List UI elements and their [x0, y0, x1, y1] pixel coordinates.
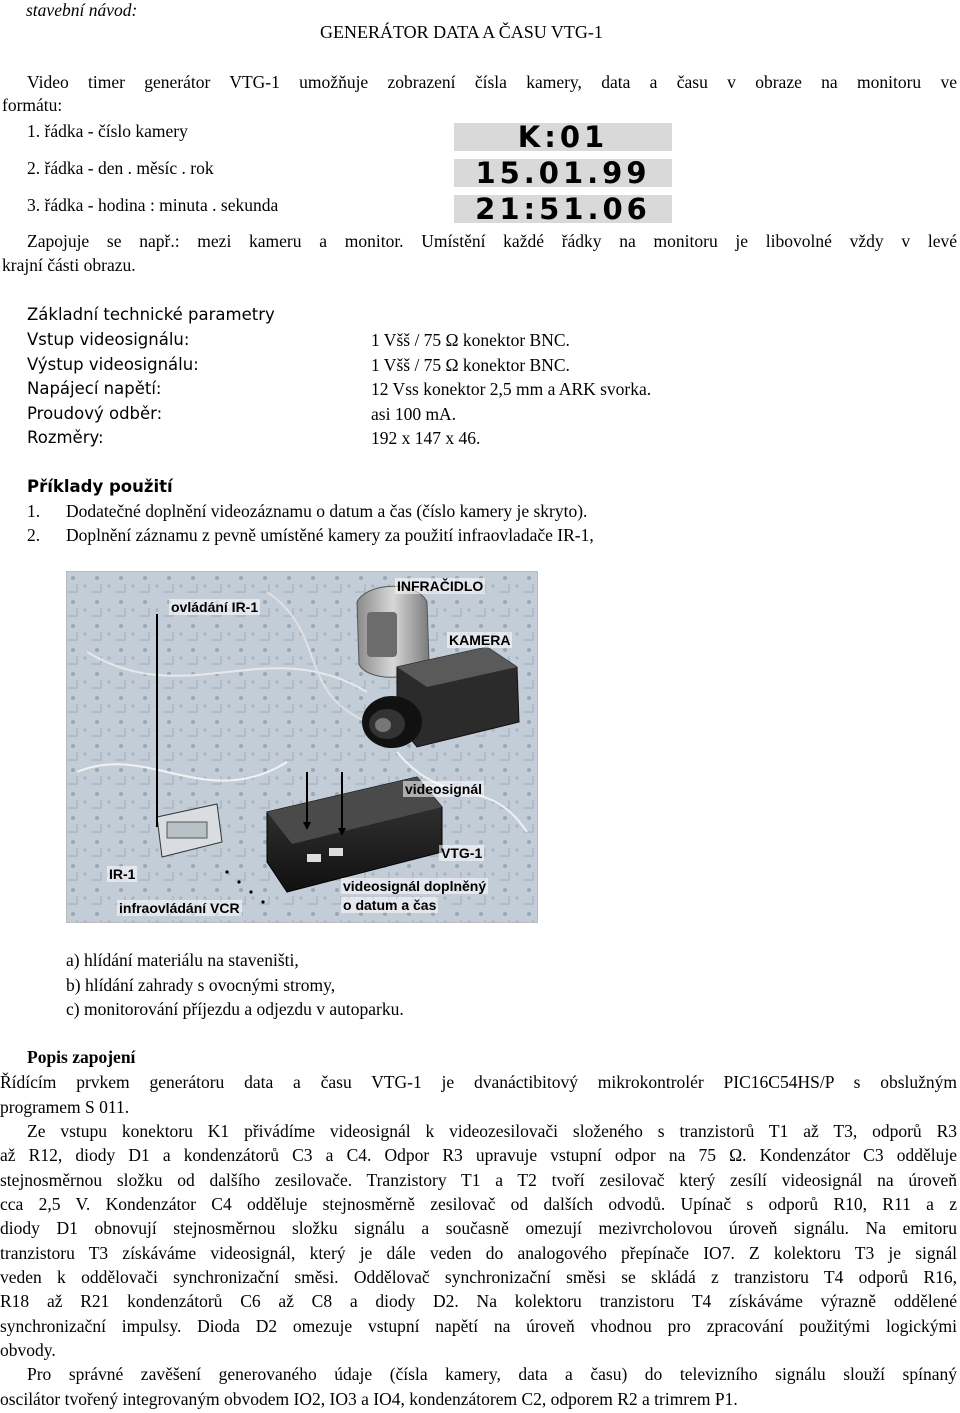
param-name: Napájecí napětí: [27, 379, 162, 398]
intro-line-2: formátu: [2, 95, 63, 115]
description-line: programem S 011. [0, 1097, 130, 1117]
param-value: 1 Všš / 75 Ω konektor BNC. [371, 330, 570, 350]
use-item: a) hlídání materiálu na staveništi, [66, 950, 299, 970]
description-line: Ze vstupu konektoru K1 přivádíme videosignál k videozesilovači složeného s tranzistorů T1 až T3, odporů R3 [27, 1121, 957, 1141]
example-number: 2. [27, 525, 41, 545]
intro-line-1: Video timer generátor VTG-1 umožňuje zobrazení čísla kamery, data a času v obraze na monitoru ve [27, 72, 957, 92]
label-infracidlo: INFRAČIDLO [397, 578, 484, 594]
use-item: b) hlídání zahrady s ovocnými stromy, [66, 975, 336, 995]
display-time: 21:51.06 [454, 195, 672, 223]
use-item: c) monitorování příjezdu a odjezdu v autoparku. [66, 999, 404, 1019]
example-text: Dodatečné doplnění videozáznamu o datum a čas (číslo kamery je skryto). [66, 501, 588, 521]
description-line: stejnosměrnou složku od dalšího zesilovače. Tranzistory T1 a T2 tvoří zesilovač který zesílí videosignál na úroveň [0, 1170, 957, 1190]
param-name: Vstup videosignálu: [27, 330, 190, 349]
params-heading: Základní technické parametry [27, 305, 275, 324]
label-kamera: KAMERA [449, 632, 511, 648]
connect-line-2: krajní části obrazu. [2, 255, 136, 275]
row-label-1: 1. řádka - číslo kamery [27, 121, 188, 141]
param-value: 12 Vss konektor 2,5 mm a ARK svorka. [371, 379, 652, 399]
description-line: cca 2,5 V. Kondenzátor C4 odděluje stejnosměrně zesilovač od dalších odvodů. Upínač s odporů R10, R11 a z [0, 1194, 957, 1214]
label-vtg1: VTG-1 [441, 845, 483, 861]
description-line: R18 až R21 kondenzátorů C6 až C8 a diody D2. Na kolektoru tranzistoru T4 získáváme výrazně oddělené [0, 1291, 957, 1311]
label-videosignal-doplneny: videosignál doplněný [343, 878, 487, 894]
row-label-2: 2. řádka - den . měsíc . rok [27, 158, 214, 178]
label-o-datum: o datum a čas [343, 897, 437, 913]
setup-illustration [67, 572, 537, 922]
connect-line-1: Zapojuje se např.: mezi kameru a monitor. Umístění každé řádky na monitoru je libovolné vždy v levé [27, 231, 957, 251]
description-line: diody D1 obnovují stejnosměrnou složku signálu a současně omezují mezivrcholovou úroveň signálu. Na emitoru [0, 1218, 957, 1238]
description-line: synchronizační impulsy. Dioda D2 omezuje vstupní napětí na úroveň vhodnou pro zpracování použitými logickými [0, 1316, 957, 1336]
description-line: až R12, diody D1 a kondenzátorů C3 a C4. Odpor R3 upravuje vstupní odpor na 75 Ω. Kondenzátor C3 odděluje [0, 1145, 957, 1165]
example-text: Doplnění záznamu z pevně umístěné kamery za použití infraovladače IR-1, [66, 525, 594, 545]
label-videosignal: videosignál [405, 781, 483, 797]
param-name: Proudový odběr: [27, 404, 163, 423]
document-title: GENERÁTOR DATA A ČASU VTG-1 [320, 22, 603, 42]
param-name: Výstup videosignálu: [27, 355, 199, 374]
description-line: obvody. [0, 1340, 56, 1360]
label-ovladani: ovládání IR-1 [171, 599, 259, 615]
description-line: Řídícím prvkem generátoru data a času VTG-1 je dvanáctibitový mikrokontrolér PIC16C54HS/P s obslužným [0, 1072, 957, 1092]
label-ir1: IR-1 [109, 866, 136, 882]
example-number: 1. [27, 501, 41, 521]
description-line: tranzistoru T3 získáváme videosignál, který je dále veden do analogového přepínače IO7. Z kolektoru T3 je signál [0, 1243, 957, 1263]
setup-photo [66, 571, 538, 923]
label-infraovladani: infraovládání VCR [119, 900, 240, 916]
param-value: 1 Všš / 75 Ω konektor BNC. [371, 355, 570, 375]
document-category: stavební návod: [26, 0, 138, 20]
description-line: Pro správné zavěšení generovaného údaje (čísla kamery, data a času) do televizního signálu slouží spínaný [27, 1364, 957, 1384]
param-value: 192 x 147 x 46. [371, 428, 481, 448]
description-heading: Popis zapojení [27, 1047, 136, 1067]
param-value: asi 100 mA. [371, 404, 457, 424]
description-line: veden k oddělovači synchronizační směsi. Oddělovač synchronizační směsi se skládá z tranzistoru T4 odporů R16, [0, 1267, 957, 1287]
display-camera: K:01 [454, 123, 672, 151]
examples-heading: Příklady použití [27, 477, 173, 496]
param-name: Rozměry: [27, 428, 104, 447]
display-date: 15.01.99 [454, 159, 672, 187]
row-label-3: 3. řádka - hodina : minuta . sekunda [27, 195, 279, 215]
description-line: oscilátor tvořený integrovaným obvodem IO2, IO3 a IO4, kondenzátorem C2, odporem R2 a trimrem P1. [0, 1389, 738, 1409]
